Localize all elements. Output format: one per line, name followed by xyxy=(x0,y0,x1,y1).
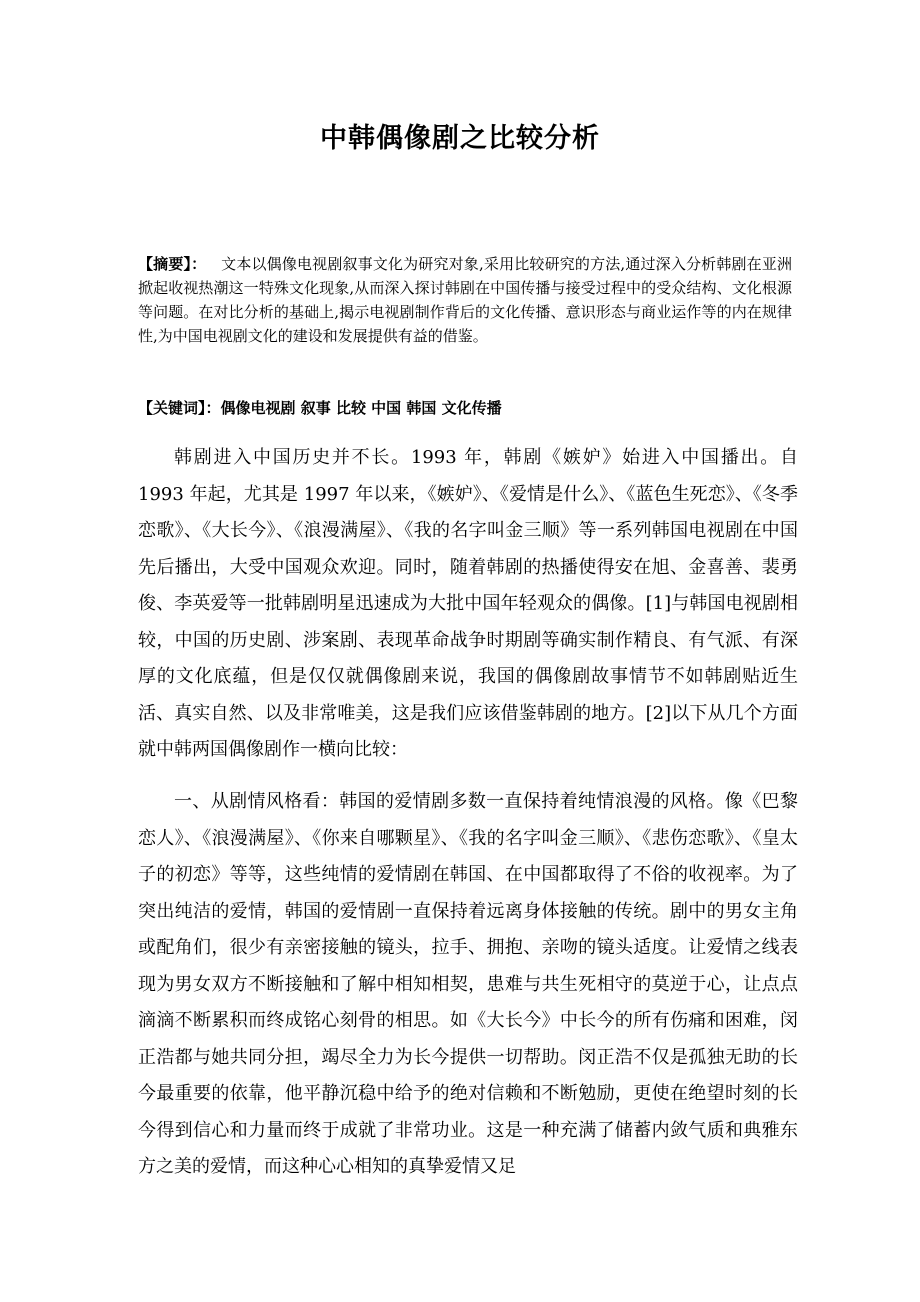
abstract xyxy=(138,252,792,348)
body-paragraph-2: 一、从剧情风格看：韩国的爱情剧多数一直保持着纯情浪漫的风格。像《巴黎恋人》、《浪漫满屋》、《你来自哪颗星》、《我的名字叫金三顺》、《悲伤恋歌》、《皇太子的初恋》等等，这些纯情的爱情剧在韩国、在中国都取得了不俗的收视率。为了突出纯洁的爱情，韩国的爱情剧一直保持着远离身体接触的传统。剧中的男女主角或配角们，很少有亲密接触的镜头，拉手、拥抱、亲吻的镜头适度。让爱情之线表现为男女双方不断接触和了解中相知相契，患难与共生死相守的莫逆于心，让点点滴滴不断累积而终成铭心刻骨的相思。如《大长今》中长今的所有伤痛和困难，闵正浩都与她共同分担，竭尽全力为长今提供一切帮助。闵正浩不仅是孤独无助的长今最重要的依靠，他平静沉稳中给予的绝对信赖和不断勉励，更使在绝望时刻的长今得到信心和力量而终于成就了非常功业。这是一种充满了储蓄内敛气质和典雅东方之美的爱情，而这种心心相知的真挚爱情又足 xyxy=(138,791,798,1177)
abstract-label: 【摘要】： xyxy=(138,255,207,273)
keywords xyxy=(138,396,792,420)
keywords-text: 偶像电视剧 叙事 比较 中国 韩国 文化传播 xyxy=(220,399,502,417)
abstract-text: 文本以偶像电视剧叙事文化为研究对象,采用比较研究的方法,通过深入分析韩剧在亚洲掀起收视热潮这一特殊文化现象,从而深入探讨韩剧在中国传播与接受过程中的受众结构、文化根源等问题。在对比分析的基础上,揭示电视剧制作背后的文化传播、意识形态与商业运作等的内在规律性,为中国电视剧文化的建设和发展提供有益的借鉴。 xyxy=(138,255,792,345)
body-paragraph-1: 韩剧进入中国历史并不长。1993 年，韩剧《嫉妒》始进入中国播出。自 1993 年起，尤其是 1997 年以来，《嫉妒》、《爱情是什么》、《蓝色生死恋》、《冬季恋歌》、《大长今》、《浪漫满屋》、《我的名字叫金三顺》等一系列韩国电视剧在中国先后播出，大受中国观众欢迎。同时，随着韩剧的热播使得安在旭、金喜善、裴勇俊、李英爱等一批韩剧明星迅速成为大批中国年轻观众的偶像。[1]与韩国电视剧相较，中国的历史剧、涉案剧、表现革命战争时期剧等确实制作精良、有气派、有深厚的文化底蕴，但是仅仅就偶像剧来说，我国的偶像剧故事情节不如韩剧贴近生活、真实自然、以及非常唯美，这是我们应该借鉴韩剧的地方。[2]以下从几个方面就中韩两国偶像剧作一横向比较： xyxy=(138,447,798,760)
keywords-label: 【关键词】： xyxy=(138,399,221,417)
document-title: 中韩偶像剧之比较分析 xyxy=(320,123,600,154)
